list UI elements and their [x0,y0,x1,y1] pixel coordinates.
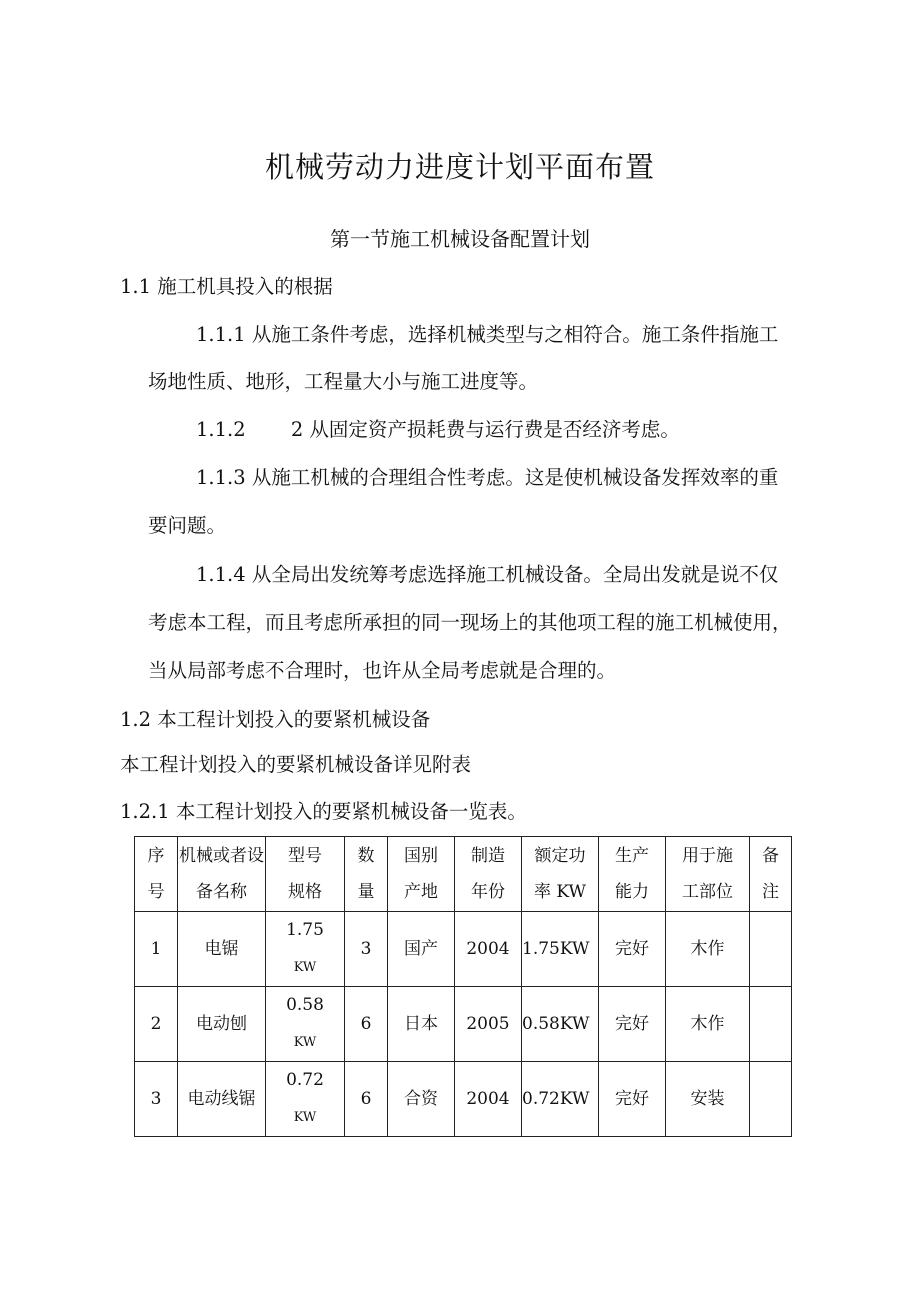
equipment-table [134,836,792,1137]
cell-capacity: 完好 [599,987,666,1062]
header-usage: 用于施 工部位 [666,837,750,912]
cell-no: 2 [135,987,178,1062]
heading-1-2: 1.2 本工程计划投入的要紧机械设备 [120,708,431,731]
cell-capacity: 完好 [599,1062,666,1137]
table-row [135,987,792,1062]
paragraph-1-1-2: 1.1.2 2 从固定资产损耗费与运行费是否经济考虑。 [196,418,680,441]
table-row [135,1062,792,1137]
cell-name: 电动线锯 [178,1062,266,1137]
cell-origin: 国产 [388,912,455,987]
cell-model: 1.75 KW [266,912,345,987]
cell-no: 1 [135,912,178,987]
header-quantity: 数 量 [345,837,388,912]
cell-power: 0.58KW [522,987,599,1062]
heading-1-1: 1.1 施工机具投入的根据 [120,275,333,298]
cell-year: 2004 [455,912,522,987]
cell-model: 0.72 KW [266,1062,345,1137]
section-title: 第一节施工机械设备配置计划 [330,227,590,251]
cell-note [750,987,792,1062]
cell-quantity: 6 [345,987,388,1062]
paragraph-1-1-4-line3: 当从局部考虑不合理时，也许从全局考虑就是合理的。 [148,659,617,682]
cell-capacity: 完好 [599,912,666,987]
paragraph-1-1-3-line1: 1.1.3 从施工机械的合理组合性考虑。这是使机械设备发挥效率的重 [196,466,779,489]
table-header-row [135,837,792,912]
paragraph-1-1-4-line2: 考虑本工程，而且考虑所承担的同一现场上的其他项工程的施工机械使用， [148,611,792,634]
cell-quantity: 3 [345,912,388,987]
cell-usage: 木作 [666,987,750,1062]
cell-power: 0.72KW [522,1062,599,1137]
paragraph-1-2: 本工程计划投入的要紧机械设备详见附表 [120,753,472,776]
header-model: 型号 规格 [266,837,345,912]
cell-note [750,912,792,987]
cell-note [750,1062,792,1137]
header-capacity: 生产 能力 [599,837,666,912]
header-power: 额定功 率 KW [522,837,599,912]
cell-origin: 合资 [388,1062,455,1137]
document-title: 机械劳动力进度计划平面布置 [264,150,655,184]
paragraph-1-1-1-line2: 场地性质、地形，工程量大小与施工进度等。 [148,370,539,393]
header-equipment-name: 机械或者设 备名称 [178,837,266,912]
cell-usage: 安装 [666,1062,750,1137]
cell-quantity: 6 [345,1062,388,1137]
cell-year: 2005 [455,987,522,1062]
cell-name: 电动刨 [178,987,266,1062]
header-no: 序 号 [135,837,178,912]
header-origin: 国别 产地 [388,837,455,912]
table-row [135,912,792,987]
paragraph-1-1-4-line1: 1.1.4 从全局出发统筹考虑选择施工机械设备。全局出发就是说不仅 [196,563,779,586]
cell-year: 2004 [455,1062,522,1137]
header-note: 备 注 [750,837,792,912]
header-year: 制造 年份 [455,837,522,912]
cell-no: 3 [135,1062,178,1137]
cell-usage: 木作 [666,912,750,987]
cell-name: 电锯 [178,912,266,987]
cell-origin: 日本 [388,987,455,1062]
cell-model: 0.58 KW [266,987,345,1062]
cell-power: 1.75KW [522,912,599,987]
paragraph-1-1-1-line1: 1.1.1 从施工条件考虑，选择机械类型与之相符合。施工条件指施工 [196,323,779,346]
heading-1-2-1: 1.2.1 本工程计划投入的要紧机械设备一览表。 [120,800,527,823]
paragraph-1-1-3-line2: 要问题。 [148,514,227,537]
